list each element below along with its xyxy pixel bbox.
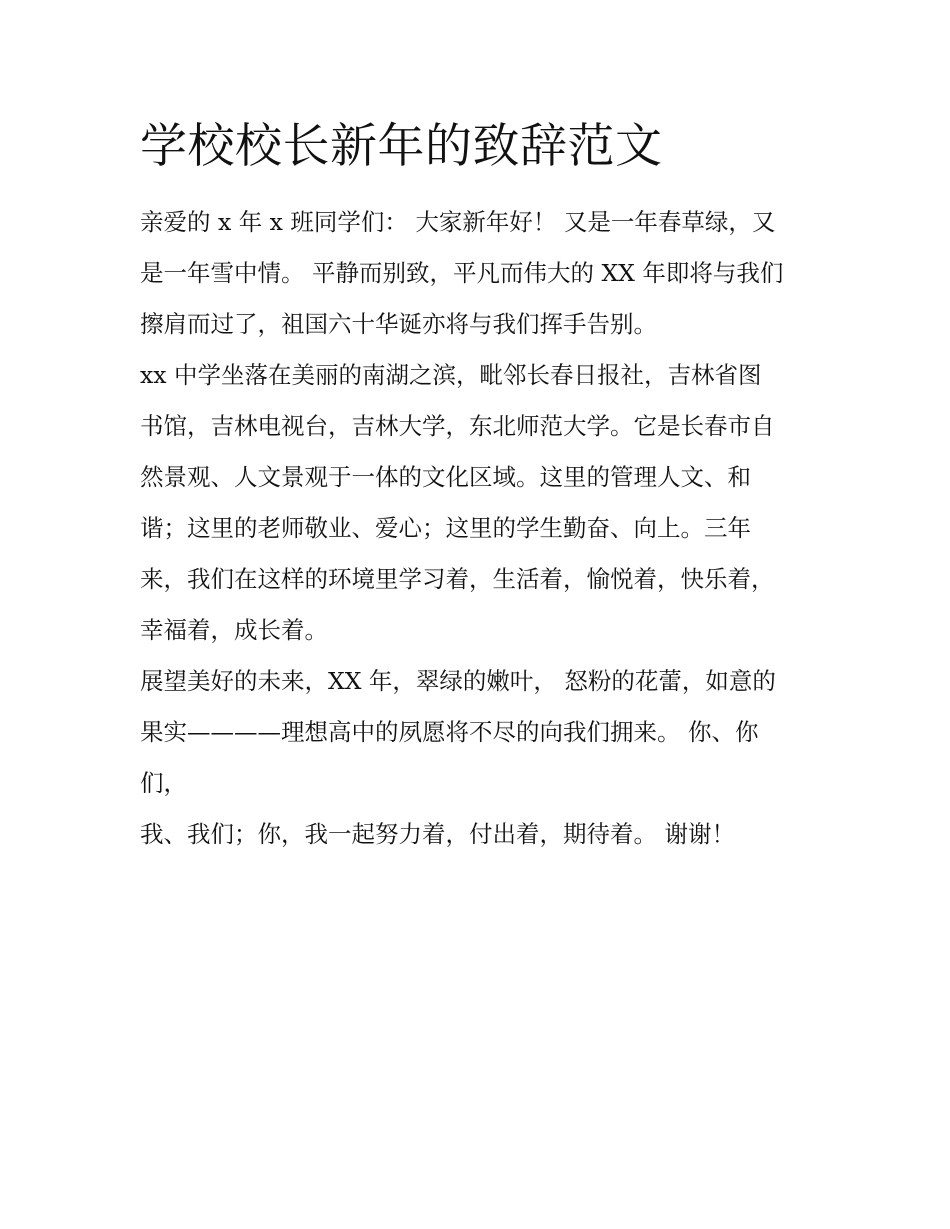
body-line: 亲爱的 x 年 x 班同学们： 大家新年好！ 又是一年春草绿，又 [140, 208, 776, 236]
body-line: 我、我们；你，我一起努力着，付出着，期待着。 谢谢！ [140, 820, 735, 848]
body-line: 果实————理想高中的夙愿将不尽的向我们拥来。 你、你 [140, 718, 759, 746]
body-line: 谐；这里的老师敬业、爱心；这里的学生勤奋、向上。三年 [140, 514, 751, 542]
body-line: 来，我们在这样的环境里学习着，生活着，愉悦着，快乐着， [140, 565, 775, 593]
body-line: 擦肩而过了，祖国六十华诞亦将与我们挥手告别。 [140, 310, 657, 338]
body-line: 是一年雪中情。 平静而别致，平凡而伟大的 XX 年即将与我们 [140, 259, 784, 287]
body-line: 书馆，吉林电视台，吉林大学，东北师范大学。它是长春市自 [140, 412, 775, 440]
document-title: 学校校长新年的致辞范文 [140, 119, 663, 174]
body-line: 幸福着，成长着。 [140, 616, 328, 644]
document-body [140, 197, 820, 860]
body-line: 然景观、人文景观于一体的文化区域。这里的管理人文、和 [140, 463, 751, 491]
body-line: 们， [140, 769, 187, 797]
body-line: 展望美好的未来，XX 年，翠绿的嫩叶， 怒粉的花蕾，如意的 [140, 667, 776, 695]
body-line: xx 中学坐落在美丽的南湖之滨，毗邻长春日报社，吉林省图 [140, 361, 762, 389]
